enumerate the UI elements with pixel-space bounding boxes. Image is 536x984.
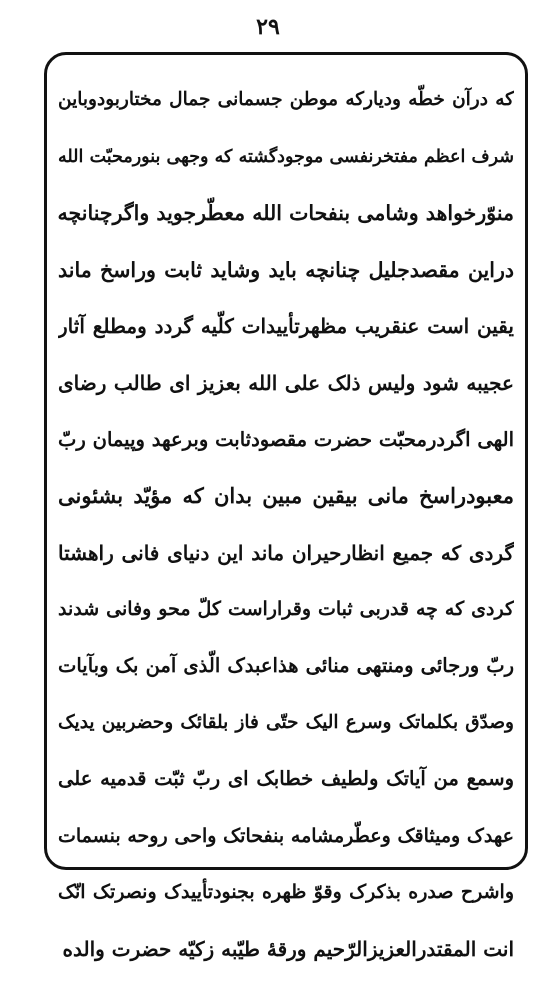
text-line: که درآن خطّه ودیارکه موطن جسمانی جمال مختاربودوباین bbox=[58, 89, 514, 110]
text-line: الهی اگردرمحبّت حضرت مقصودثابت وبرعهد وپیمان ربّ bbox=[58, 427, 514, 451]
text-line: انت المقتدرالعزیزالرّحیم ورقهٔ طیّبه زکیّه حضرت والده bbox=[62, 936, 514, 961]
text-line: وصدّق بکلماتک وسرع الیک حتّی فاز بلقائک وحضربین یدیک bbox=[58, 711, 514, 733]
text-line: شرف اعظم مفتخرنفسی موجودگشته که وجهی بنورمحبّت الله bbox=[58, 146, 514, 167]
text-line: واشرح صدره بذکرک وقوّ ظهره بجنودتأییدک ونصرتک انّک bbox=[58, 881, 514, 904]
text-line: منوّرخواهد وشامی بنفحات الله معطّرجوید واگرچنانچه bbox=[58, 201, 514, 226]
text-line: کردی که چه قدربی ثبات وقراراست کلّ محو وفانی شدند bbox=[58, 598, 514, 621]
text-line: دراین مقصدجلیل چنانچه باید وشاید ثابت وراسخ ماند bbox=[58, 257, 514, 282]
text-line: معبودراسخ مانی بیقین مبین بدان که مؤیّد بشئونی bbox=[58, 483, 514, 509]
page-number: ۲۹ bbox=[256, 14, 280, 40]
text-body bbox=[58, 78, 514, 984]
text-line: ربّ ورجائی ومنتهی منائی هذاعبدک الّذی آمن بک وبآیات bbox=[58, 653, 514, 677]
text-line: گردی که جمیع انظارحیران ماند این دنیای فانی راهشتا bbox=[58, 540, 514, 565]
text-line: یقین است عنقریب مظهرتأییدات کلّیه گردد ومطلع آثار bbox=[58, 314, 514, 339]
text-line: عهدک ومیثاقک وعطّرمشامه بنفحاتک واحی روحه بنسمات bbox=[58, 824, 514, 847]
text-line: عجیبه شود ولیس ذلک علی الله بعزیز ای طالب رضای bbox=[58, 370, 514, 395]
text-line: وسمع من آیاتک ولطیف خطابک ای ربّ ثبّت قدمیه علی bbox=[58, 767, 514, 791]
